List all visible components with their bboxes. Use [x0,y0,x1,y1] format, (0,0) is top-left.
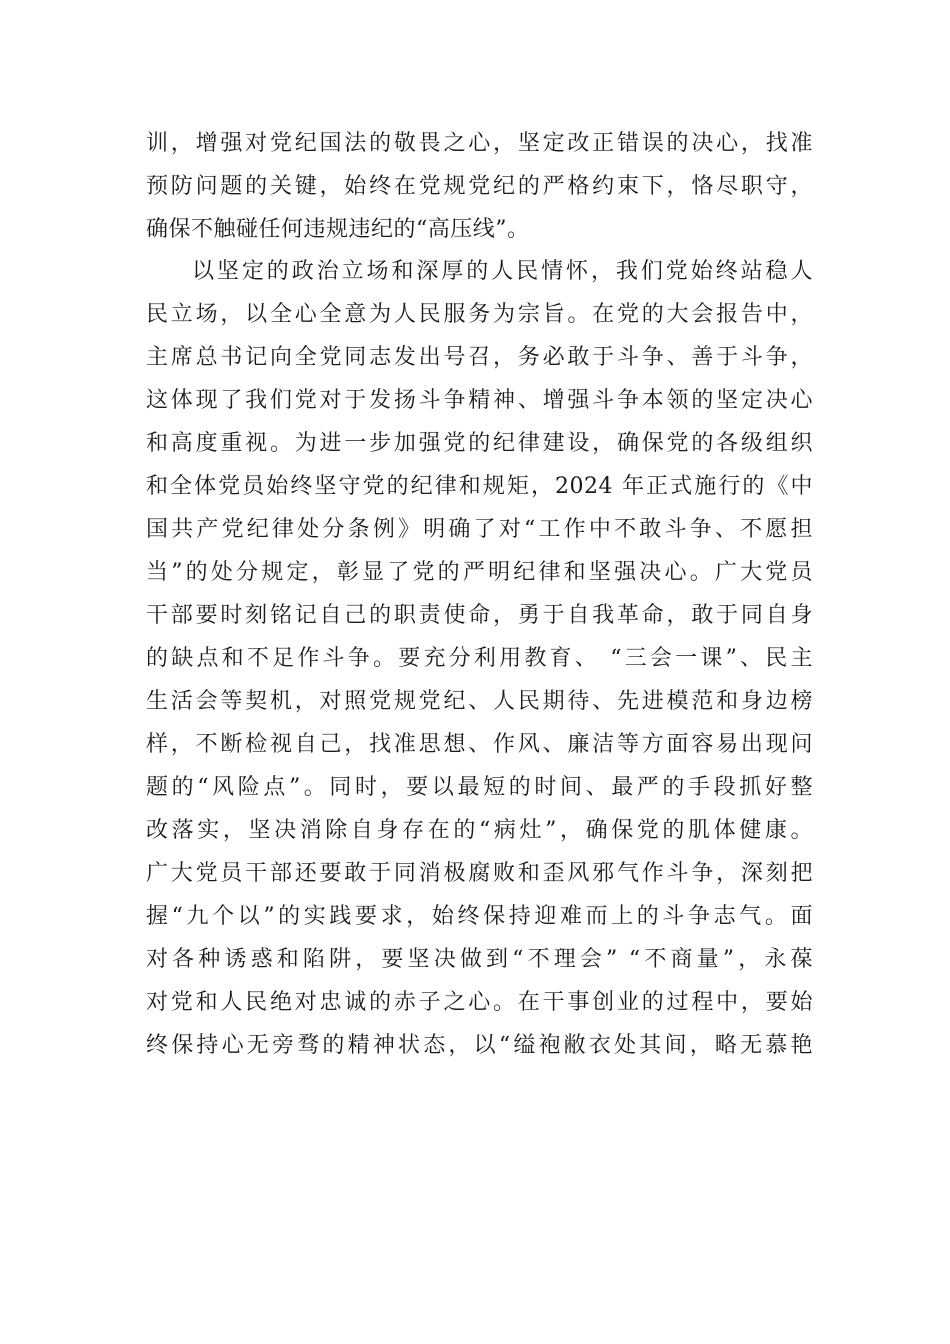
text-line: 确保不触碰任何违规违纪的“高压线”。 [146,217,530,242]
text-line: 的缺点和不足作斗争。要充分利用教育、 “三会一课”、民主 [146,646,813,671]
text-line: 当”的处分规定，彰显了党的严明纪律和坚强决心。广大党员 [146,560,813,585]
text-line: 国共产党纪律处分条例》明确了对“工作中不敢斗争、不愿担 [146,517,813,542]
text-line: 主席总书记向全党同志发出号召，务必敢于斗争、善于斗争， [146,345,813,370]
text-line: 终保持心无旁骛的精神状态，以“缢袍敝衣处其间，略无慕艳 [146,1033,813,1058]
text-line: 对各种诱惑和陷阱，要坚决做到“不理会” “不商量”，永葆 [146,947,813,972]
text-line: 生活会等契机，对照党规党纪、人民期待、先进模范和身边榜 [146,689,813,714]
text-line: 样，不断检视自己，找准思想、作风、廉洁等方面容易出现问 [146,732,813,757]
text-line: 广大党员干部还要敢于同消极腐败和歪风邪气作斗争，深刻把 [146,861,813,886]
paragraph-1 [146,122,813,251]
text-line: 干部要时刻铭记自己的职责使命，勇于自我革命，敢于同自身 [146,603,813,628]
text-line: 预防问题的关键，始终在党规党纪的严格约束下，恪尽职守， [146,174,813,199]
text-line: 改落实，坚决消除自身存在的“病灶”，确保党的肌体健康。 [146,818,813,843]
text-line: 这体现了我们党对于发扬斗争精神、增强斗争本领的坚定决心 [146,388,813,413]
text-line: 握“九个以”的实践要求，始终保持迎难而上的斗争志气。面 [146,904,813,929]
text-line: 训，增强对党纪国法的敬畏之心，坚定改正错误的决心，找准 [146,131,813,156]
text-line: 和高度重视。为进一步加强党的纪律建设，确保党的各级组织 [146,431,813,456]
text-line: 对党和人民绝对忠诚的赤子之心。在干事创业的过程中，要始 [146,990,813,1015]
text-line: 民立场，以全心全意为人民服务为宗旨。在党的大会报告中， [146,302,813,327]
text-line: 和全体党员始终坚守党的纪律和规矩，2024 年正式施行的《中 [146,474,813,499]
paragraph-2 [146,250,813,1067]
text-line: 题的“风险点”。同时，要以最短的时间、最严的手段抓好整 [146,775,813,800]
text-line: 以坚定的政治立场和深厚的人民情怀，我们党始终站稳人 [192,259,813,284]
